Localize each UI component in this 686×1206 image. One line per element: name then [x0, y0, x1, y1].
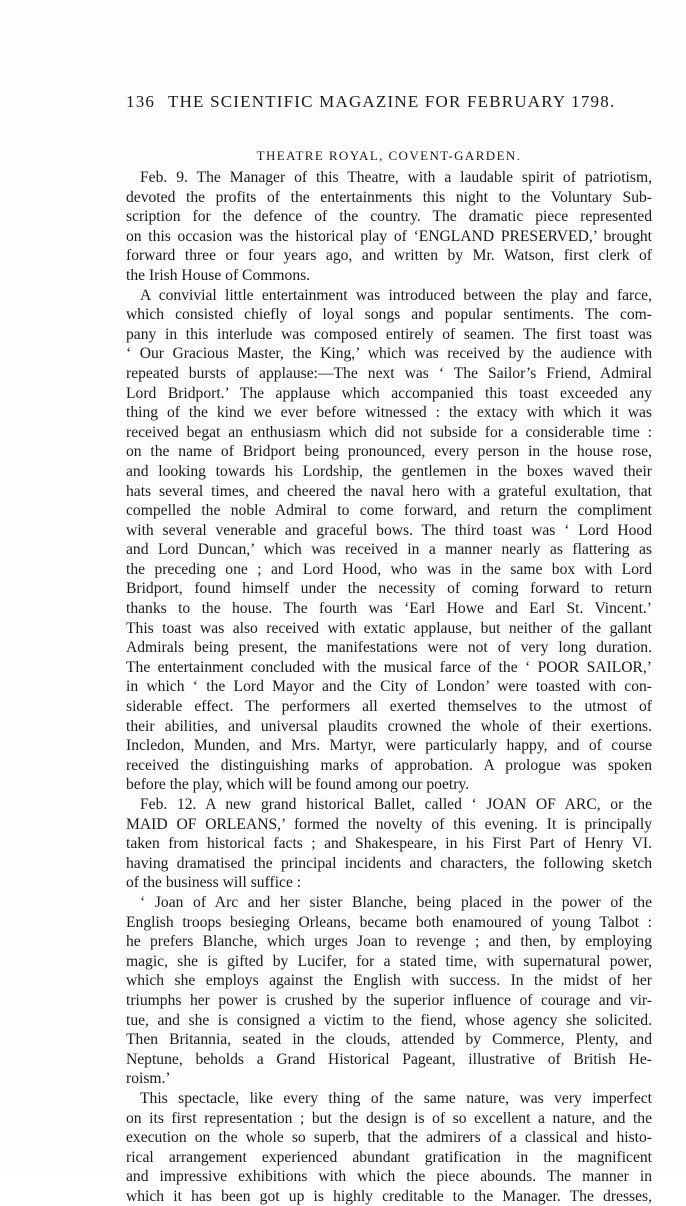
text-line: devoted the profits of the entertainments this night to the Voluntary Sub-	[126, 188, 652, 206]
text-line: which consisted chiefly of loyal songs and popular sentiments. The com-	[126, 306, 652, 324]
text-line: and Lord Duncan,’ which was received in a manner nearly as flattering as	[126, 541, 652, 559]
text-line: Incledon, Munden, and Mrs. Martyr, were particularly happy, and of course	[126, 737, 652, 755]
text-line: A convivial little entertainment was introduced between the play and farce,	[140, 286, 652, 304]
running-header	[126, 92, 652, 116]
text-line: the Irish House of Commons.	[126, 266, 311, 284]
article-title: THEATRE ROYAL, COVENT-GARDEN.	[256, 148, 522, 163]
text-line: thing of the kind we ever before witnessed : the extacy with which it was	[126, 404, 652, 422]
text-line: roism.’	[126, 1070, 171, 1088]
text-line: received begat an enthusiasm which did not subside for a considerable time :	[126, 423, 652, 441]
text-line: with several venerable and graceful bows. The third toast was ‘ Lord Hood	[126, 521, 652, 539]
text-line: Feb. 9. The Manager of this Theatre, with a laudable spirit of patriotism,	[140, 169, 652, 186]
text-line: and impressive exhibitions with which the piece abounds. The manner in	[126, 1168, 652, 1186]
text-line: ‘ Joan of Arc and her sister Blanche, being placed in the power of the	[140, 893, 652, 911]
text-line: on its first representation ; but the design is of so excellent a nature, and the	[126, 1109, 652, 1127]
text-line: Lord Bridport.’ The applause which accompanied this toast exceeded any	[126, 384, 652, 402]
text-line: pany in this interlude was composed entirely of seamen. The first toast was	[126, 325, 652, 343]
text-line: scription for the defence of the country. The dramatic piece represented	[126, 208, 652, 226]
text-line: forward three or four years ago, and written by Mr. Watson, first clerk of	[126, 247, 652, 265]
text-line: received the distinguishing marks of approbation. A prologue was spoken	[126, 756, 652, 774]
article-body	[126, 168, 652, 1206]
text-line: ‘ Our Gracious Master, the King,’ which was received by the audience with	[126, 345, 652, 363]
text-line: This toast was also received with extatic applause, but neither of the gallant	[126, 619, 652, 637]
text-line: on the name of Bridport being pronounced, every person in the house rose,	[126, 443, 652, 461]
text-line: magic, she is gifted by Lucifer, for a stated time, with supernatural power,	[126, 952, 652, 970]
text-line: repeated bursts of applause:—The next was ‘ The Sailor’s Friend, Admiral	[126, 364, 652, 382]
text-line: which it has been got up is highly creditable to the Manager. The dresses,	[126, 1187, 652, 1205]
text-line: Neptune, beholds a Grand Historical Pageant, illustrative of British He-	[126, 1050, 652, 1068]
text-line: siderable effect. The performers all exerted themselves to the utmost of	[126, 698, 652, 716]
text-line: Admirals being present, the manifestations were not of very long duration.	[126, 639, 652, 657]
running-title: THE SCIENTIFIC MAGAZINE FOR FEBRUARY 1798.	[168, 92, 616, 111]
text-line: and looking towards his Lordship, the gentlemen in the boxes waved their	[126, 462, 652, 480]
text-line: This spectacle, like every thing of the same nature, was very imperfect	[140, 1089, 652, 1107]
text-line: compelled the noble Admiral to come forward, and return the compliment	[126, 502, 652, 520]
text-line: tue, and she is consigned a victim to the fiend, whose agency she solicited.	[126, 1011, 652, 1029]
text-line: triumphs her power is crushed by the superior influence of courage and vir-	[126, 991, 652, 1009]
text-line: English troops besieging Orleans, became both enamoured of young Talbot :	[126, 913, 652, 931]
text-line: he prefers Blanche, which urges Joan to revenge ; and then, by employing	[126, 933, 652, 951]
text-line: of the business will suffice :	[126, 874, 302, 892]
text-line: their abilities, and universal plaudits crowned the whole of their exertions.	[126, 717, 652, 735]
text-line: rical arrangement experienced abundant gratification in the magnificent	[126, 1148, 652, 1166]
text-line: the preceding one ; and Lord Hood, who was in the same box with Lord	[126, 560, 652, 578]
text-line: Bridport, found himself under the necessity of coming forward to return	[126, 580, 652, 598]
text-line: in which ‘ the Lord Mayor and the City of London’ were toasted with con-	[126, 678, 652, 696]
text-line: before the play, which will be found among our poetry.	[126, 776, 470, 794]
text-line: on this occasion was the historical play of ‘ENGLAND PRESERVED,’ brought	[126, 227, 652, 245]
text-line: taken from historical facts ; and Shakespeare, in his First Part of Henry VI.	[126, 835, 652, 853]
text-line: Feb. 12. A new grand historical Ballet, called ‘ JOAN OF ARC, or the	[140, 796, 652, 813]
text-line: Then Britannia, seated in the clouds, attended by Commerce, Plenty, and	[126, 1031, 652, 1049]
text-line: execution on the whole so superb, that the admirers of a classical and histo-	[126, 1129, 652, 1147]
text-line: hats several times, and cheered the naval hero with a grateful exultation, that	[126, 482, 652, 500]
page-number: 136	[126, 92, 156, 111]
text-line: MAID OF ORLEANS,’ formed the novelty of this evening. It is principally	[126, 815, 652, 833]
text-line: thanks to the house. The fourth was ‘Earl Howe and Earl St. Vincent.’	[126, 600, 652, 618]
text-line: which she employs against the English with success. In the midst of her	[126, 972, 652, 990]
text-line: having dramatised the principal incidents and characters, the following sketch	[126, 854, 652, 872]
text-line: The entertainment concluded with the musical farce of the ‘ POOR SAILOR,’	[126, 658, 652, 676]
